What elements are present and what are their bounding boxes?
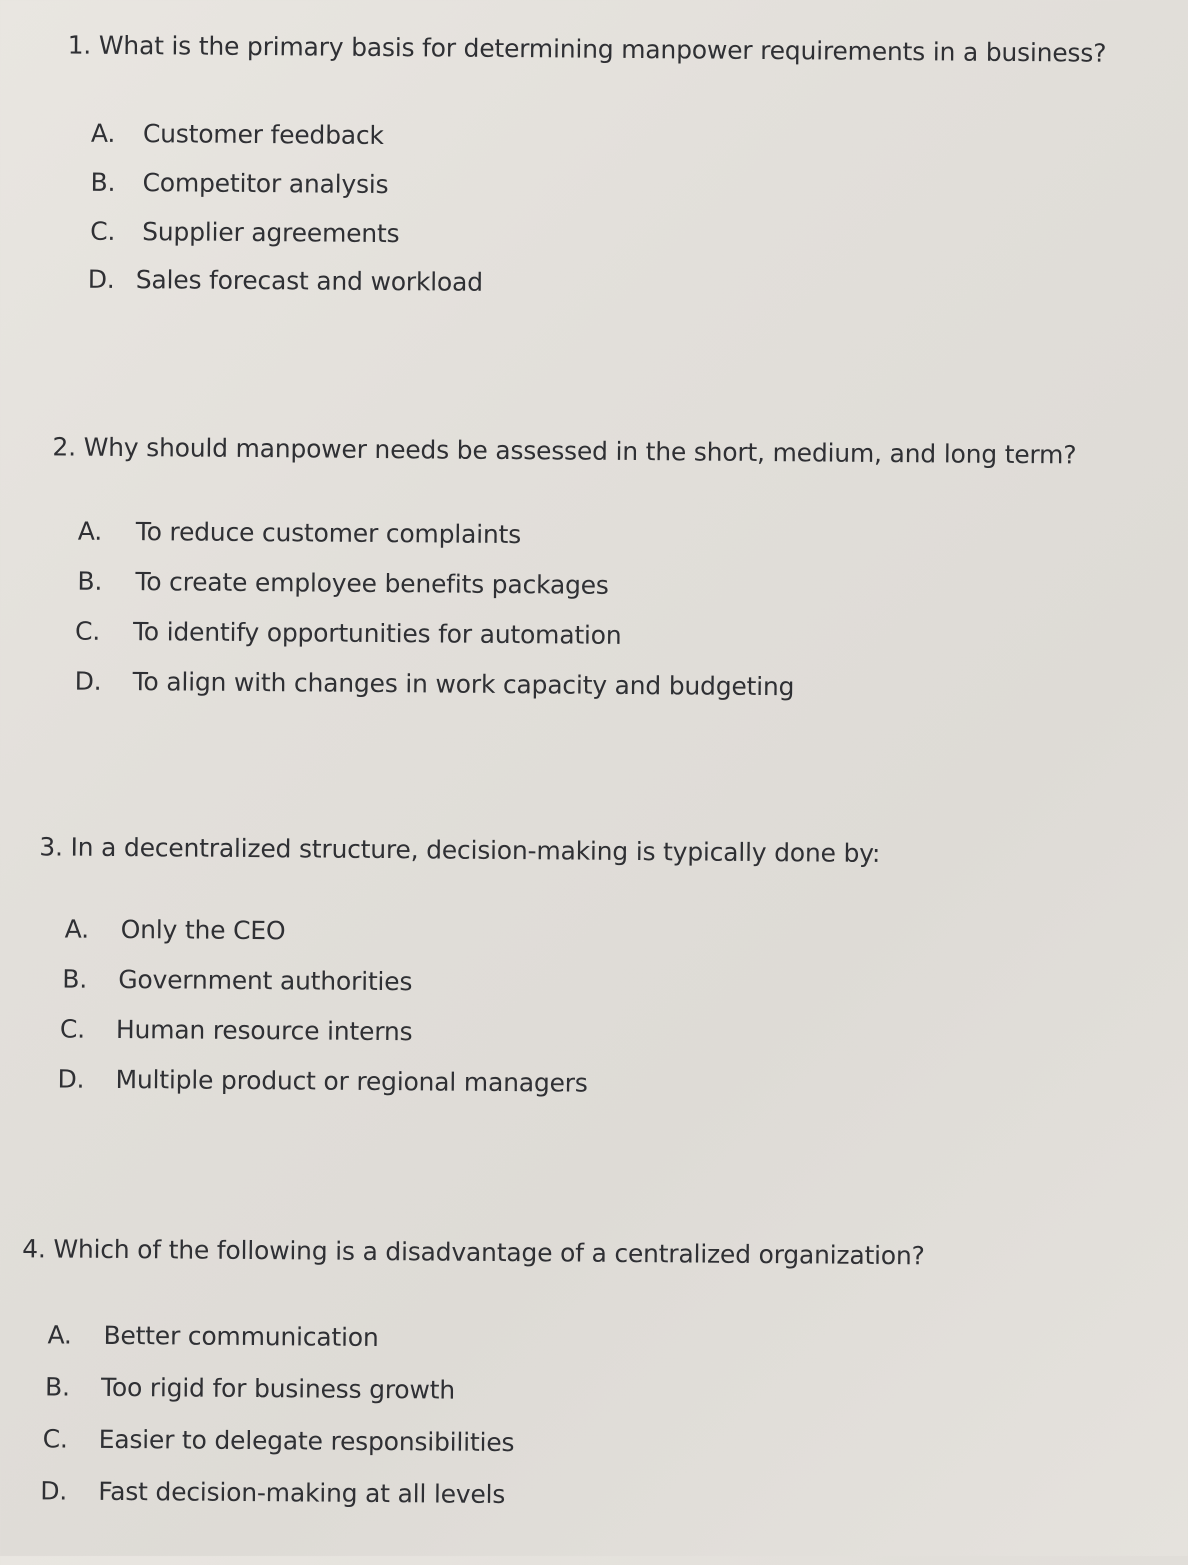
option-text: To create employee benefits packages xyxy=(135,567,609,600)
question-3-option-d xyxy=(57,1064,587,1098)
option-letter: D. xyxy=(40,1476,68,1506)
question-4-prompt: Which of the following is a disadvantage of a centralized organization? xyxy=(53,1234,925,1271)
option-letter: B. xyxy=(62,964,88,994)
option-text: Human resource interns xyxy=(115,1014,413,1047)
option-text: Only the CEO xyxy=(120,914,286,946)
question-1-option-c xyxy=(90,217,399,249)
question-4-option-a xyxy=(47,1320,378,1353)
question-1 xyxy=(68,31,1107,69)
question-2-option-d xyxy=(75,667,795,703)
option-letter: D. xyxy=(87,264,115,294)
question-3-prompt: In a decentralized structure, decision-making is typically done by: xyxy=(70,832,881,868)
option-text: Supplier agreements xyxy=(142,217,400,249)
question-4-option-d xyxy=(40,1476,505,1510)
question-3-option-c xyxy=(60,1015,413,1048)
option-letter: C. xyxy=(42,1424,68,1454)
question-1-prompt: What is the primary basis for determining manpower requirements in a business? xyxy=(98,30,1107,68)
question-3-option-b xyxy=(62,965,412,998)
option-text: Sales forecast and workload xyxy=(135,265,483,297)
option-text: Better communication xyxy=(103,1320,379,1353)
question-1-option-a xyxy=(91,119,384,151)
option-text: To align with changes in work capacity and budgeting xyxy=(132,667,795,702)
question-2-text xyxy=(52,432,1076,470)
question-3-option-a xyxy=(65,915,286,947)
question-2-number: 2. xyxy=(52,432,77,462)
option-text: Easier to delegate responsibilities xyxy=(98,1424,515,1458)
question-2-option-c xyxy=(75,617,622,651)
option-letter: A. xyxy=(90,118,116,148)
question-4-number: 4. xyxy=(22,1234,46,1264)
option-letter: D. xyxy=(57,1064,85,1094)
question-1-number: 1. xyxy=(67,30,92,60)
question-1-option-b xyxy=(90,168,388,200)
question-4-text xyxy=(22,1234,925,1271)
option-text: Customer feedback xyxy=(142,119,384,151)
question-1-text xyxy=(68,31,1107,69)
option-letter: C. xyxy=(90,216,116,246)
option-text: Government authorities xyxy=(118,964,413,997)
option-text: To identify opportunities for automation xyxy=(132,617,622,650)
option-letter: D. xyxy=(74,666,102,696)
option-letter: A. xyxy=(77,516,103,546)
question-3-number: 3. xyxy=(39,832,63,862)
option-letter: A. xyxy=(64,914,90,944)
question-2-prompt: Why should manpower needs be assessed in the short, medium, and long term? xyxy=(83,432,1077,470)
question-2-option-b xyxy=(77,567,609,601)
option-letter: B. xyxy=(77,566,103,596)
question-1-option-d xyxy=(88,265,483,298)
option-text: Competitor analysis xyxy=(142,168,389,200)
question-2 xyxy=(52,432,1076,470)
question-3 xyxy=(39,832,880,869)
option-text: Multiple product or regional managers xyxy=(115,1064,588,1098)
option-letter: C. xyxy=(59,1014,86,1044)
question-4-option-b xyxy=(45,1372,455,1405)
option-letter: B. xyxy=(90,167,116,197)
option-text: To reduce customer complaints xyxy=(135,517,522,550)
question-3-text xyxy=(39,832,880,869)
option-letter: B. xyxy=(44,1372,70,1402)
question-2-option-a xyxy=(78,517,521,550)
option-letter: A. xyxy=(47,1320,72,1350)
option-letter: C. xyxy=(74,616,101,646)
option-text: Fast decision-making at all levels xyxy=(98,1476,506,1510)
question-4-option-c xyxy=(43,1424,515,1458)
option-text: Too rigid for business growth xyxy=(100,1372,456,1405)
question-4 xyxy=(22,1234,925,1271)
